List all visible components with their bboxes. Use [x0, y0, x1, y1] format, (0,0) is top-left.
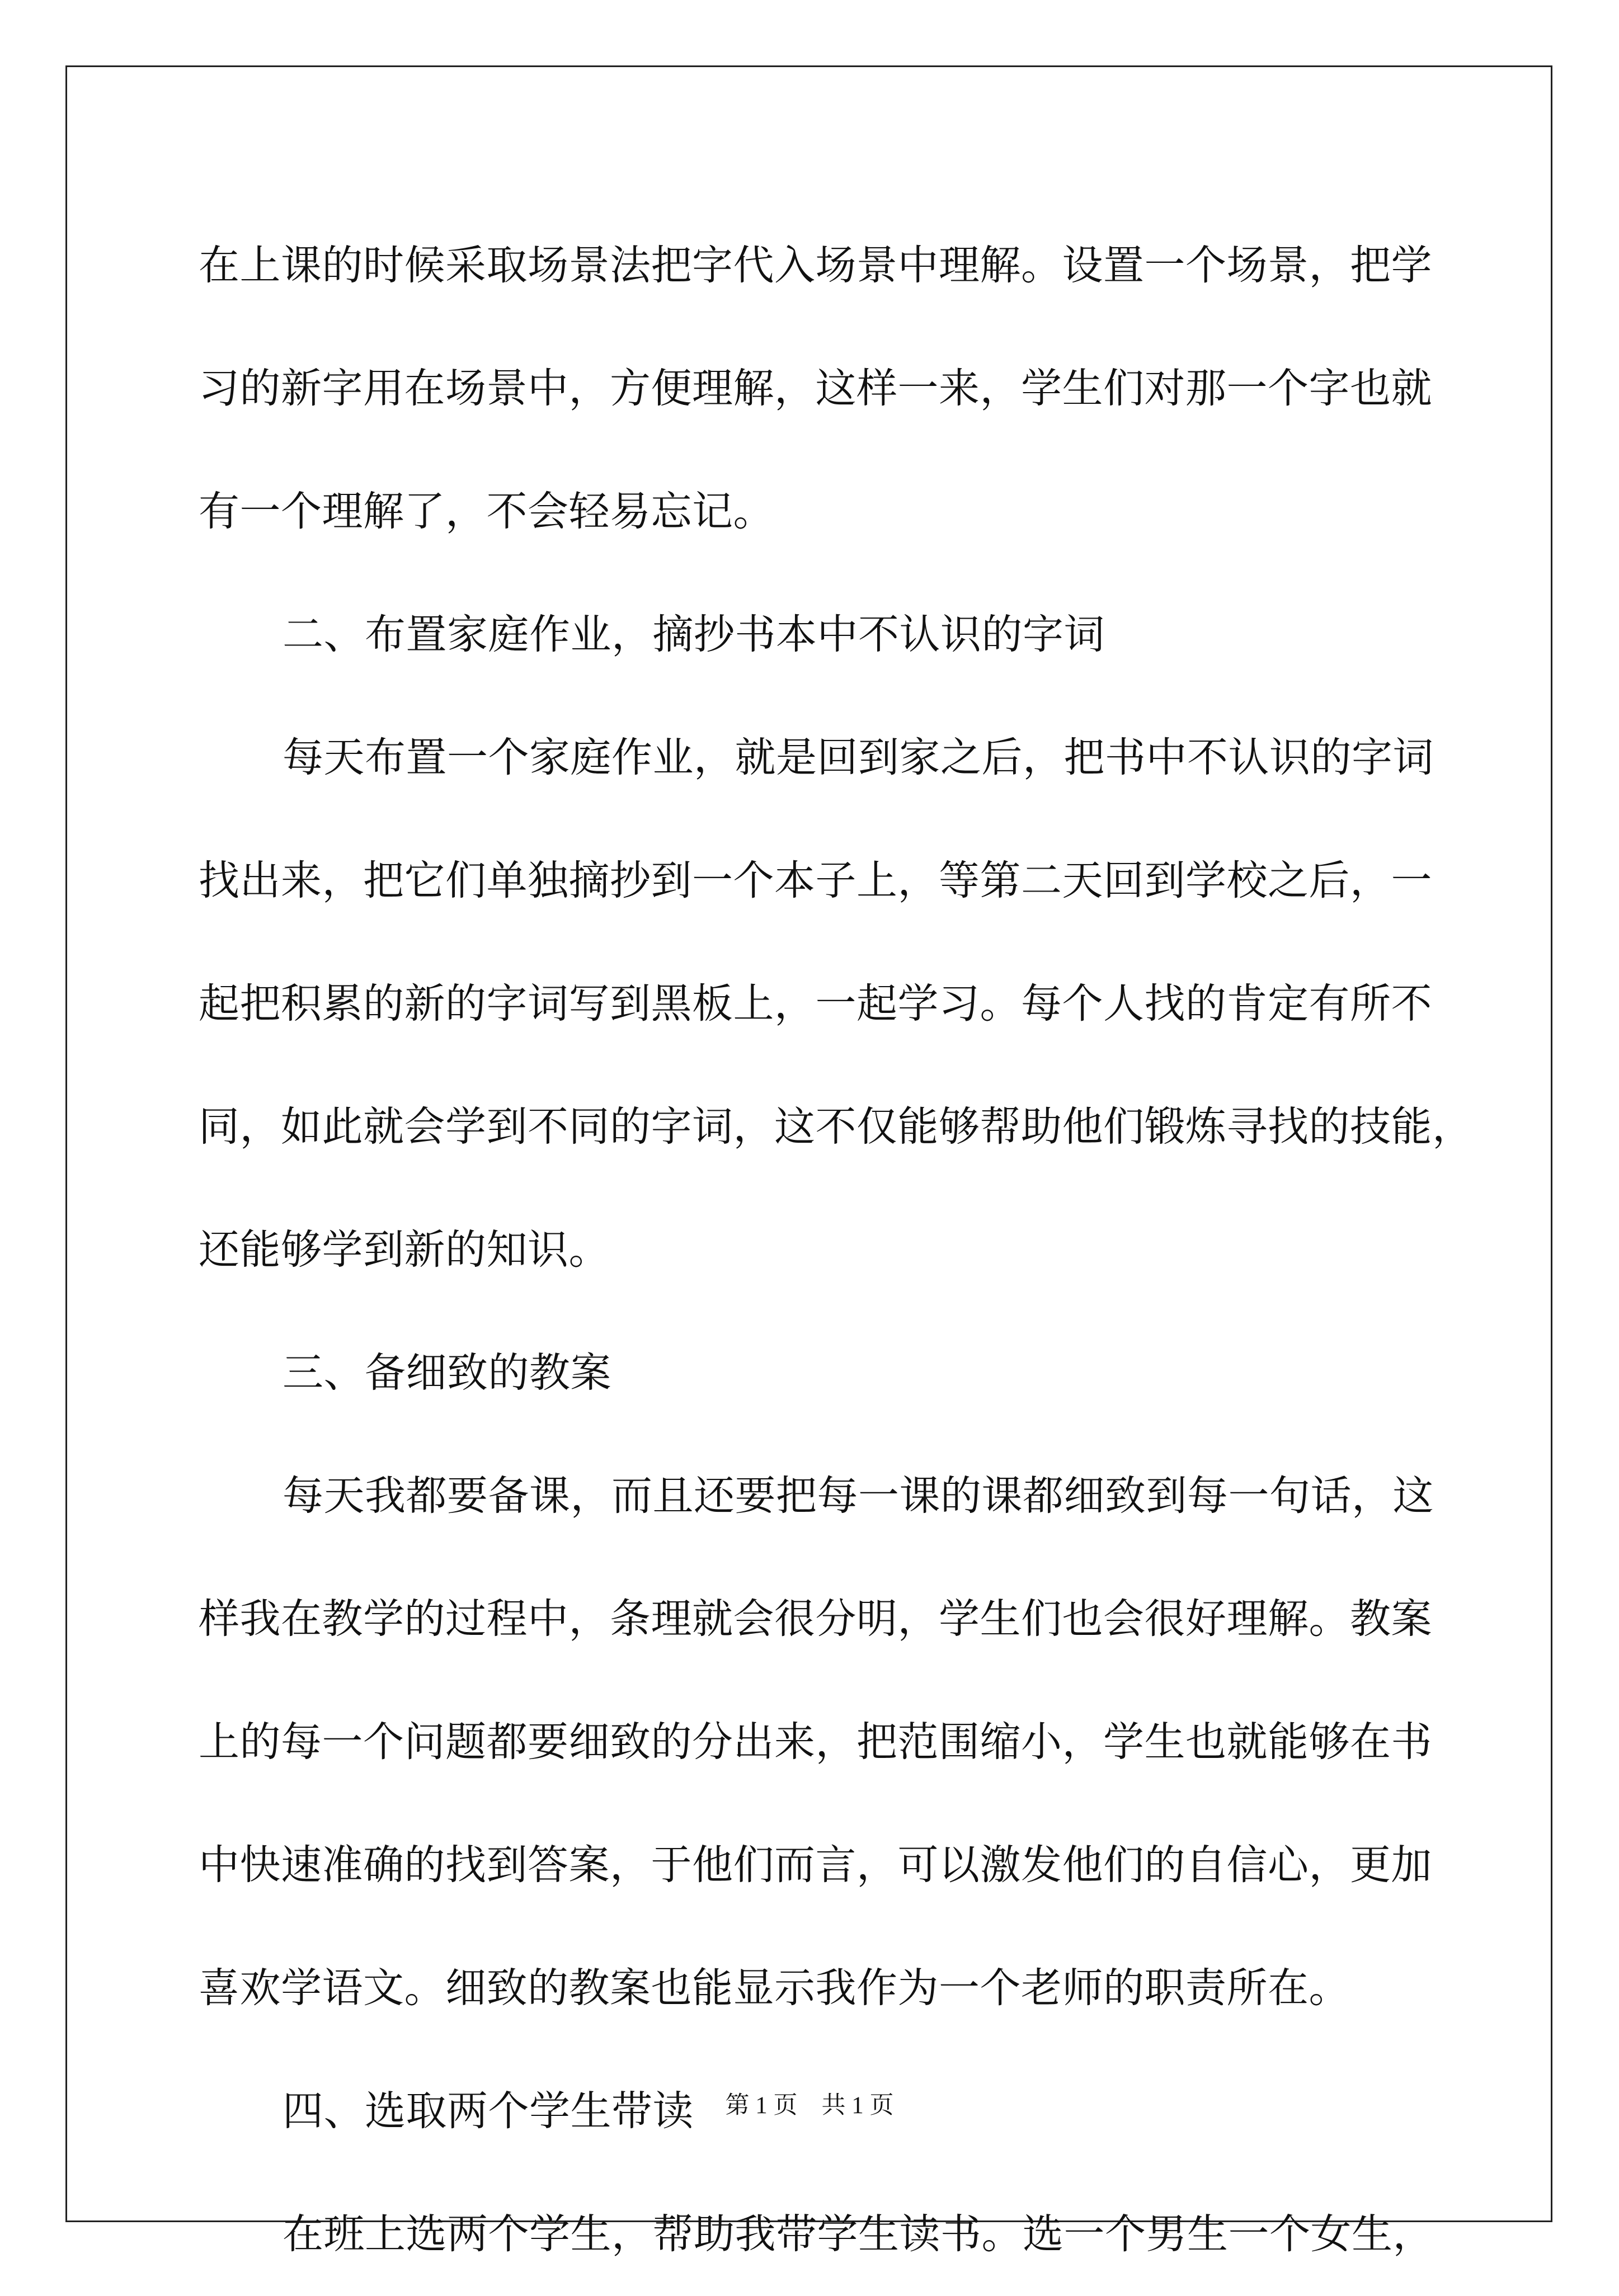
text-line: 上的每一个问题都要细致的分出来，把范围缩小，学生也就能够在书	[199, 1718, 1432, 1766]
text-line: 在上课的时候采取场景法把字代入场景中理解。设置一个场景，把学	[199, 242, 1432, 289]
text-line: 每天布置一个家庭作业，就是回到家之后，把书中不认识的字词	[283, 734, 1434, 781]
text-line: 三、备细致的教案	[283, 1349, 611, 1397]
text-line: 在班上选两个学生，帮助我带学生读书。选一个男生一个女生，	[283, 2210, 1434, 2258]
document-body	[199, 204, 1474, 2296]
text-line: 还能够学到新的知识。	[199, 1226, 610, 1274]
text-line: 中快速准确的找到答案，于他们而言，可以激发他们的自信心，更加	[199, 1841, 1432, 1889]
text-line: 喜欢学语文。细致的教案也能显示我作为一个老师的职责所在。	[199, 1964, 1350, 2012]
text-line: 四、选取两个学生带读	[283, 2087, 694, 2135]
text-line: 习的新字用在场景中，方便理解，这样一来，学生们对那一个字也就	[199, 365, 1432, 412]
text-line: 样我在教学的过程中，条理就会很分明，学生们也会很好理解。教案	[199, 1595, 1432, 1643]
text-line: 二、布置家庭作业，摘抄书本中不认识的字词	[283, 611, 1105, 658]
text-line: 有一个理解了，不会轻易忘记。	[199, 488, 774, 535]
text-line: 找出来，把它们单独摘抄到一个本子上，等第二天回到学校之后，一	[199, 857, 1432, 904]
text-line: 起把积累的新的字词写到黑板上，一起学习。每个人找的肯定有所不	[199, 980, 1432, 1027]
text-line: 每天我都要备课，而且还要把每一课的课都细致到每一句话，这	[283, 1472, 1434, 1520]
page-number-footer: 第 1 页 共 1 页	[725, 2092, 894, 2119]
text-line: 同，如此就会学到不同的字词，这不仅能够帮助他们锻炼寻找的技能，	[199, 1103, 1474, 1151]
